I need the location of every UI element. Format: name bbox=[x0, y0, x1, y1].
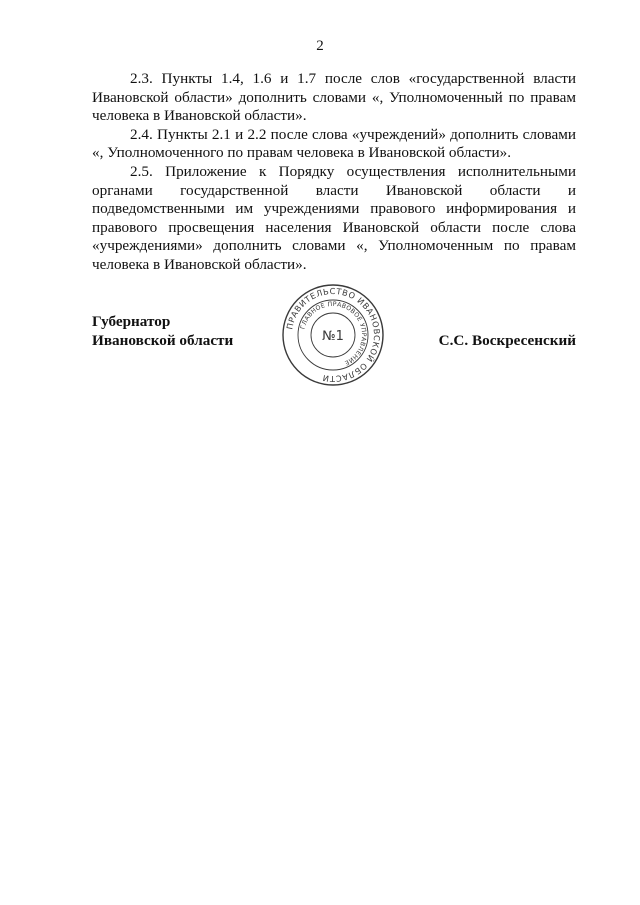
seal-outer-text: ПРАВИТЕЛЬСТВО ИВАНОВСКОЙ ОБЛАСТИ bbox=[284, 285, 383, 385]
paragraph-2-3: 2.3. Пункты 1.4, 1.6 и 1.7 после слов «государственной власти Ивановской области» дополнить словами «, Уполномоченный по правам человека в Ивановской области». bbox=[92, 70, 576, 125]
official-seal bbox=[281, 283, 385, 387]
page-number: 2 bbox=[316, 38, 324, 54]
signatory-title-line-2: Ивановской области bbox=[92, 331, 234, 349]
paragraph-2-5: 2.5. Приложение к Порядку осуществления исполнительными органами государственной власти Ивановской области и подведомственными им учреждениями правового информирования и правового просвещения населения Ивановской области после слова «учреждениями» дополнить словами «, Уполномоченным по правам человека в Ивановской области». bbox=[92, 162, 576, 273]
seal-inner-text: ГЛАВНОЕ ПРАВОВОЕ УПРАВЛЕНИЕ bbox=[299, 300, 368, 367]
document-body bbox=[92, 70, 576, 275]
signatory-title-line-1: Губернатор bbox=[92, 313, 171, 330]
paragraph-2-4: 2.4. Пункты 2.1 и 2.2 после слова «учреждений» дополнить словами «, Уполномоченного по правам человека в Ивановской области». bbox=[92, 125, 576, 162]
signatory-title bbox=[92, 313, 233, 350]
seal-number: №1 bbox=[322, 329, 344, 344]
signatory-name: С.С. Воскресенский bbox=[438, 331, 576, 349]
